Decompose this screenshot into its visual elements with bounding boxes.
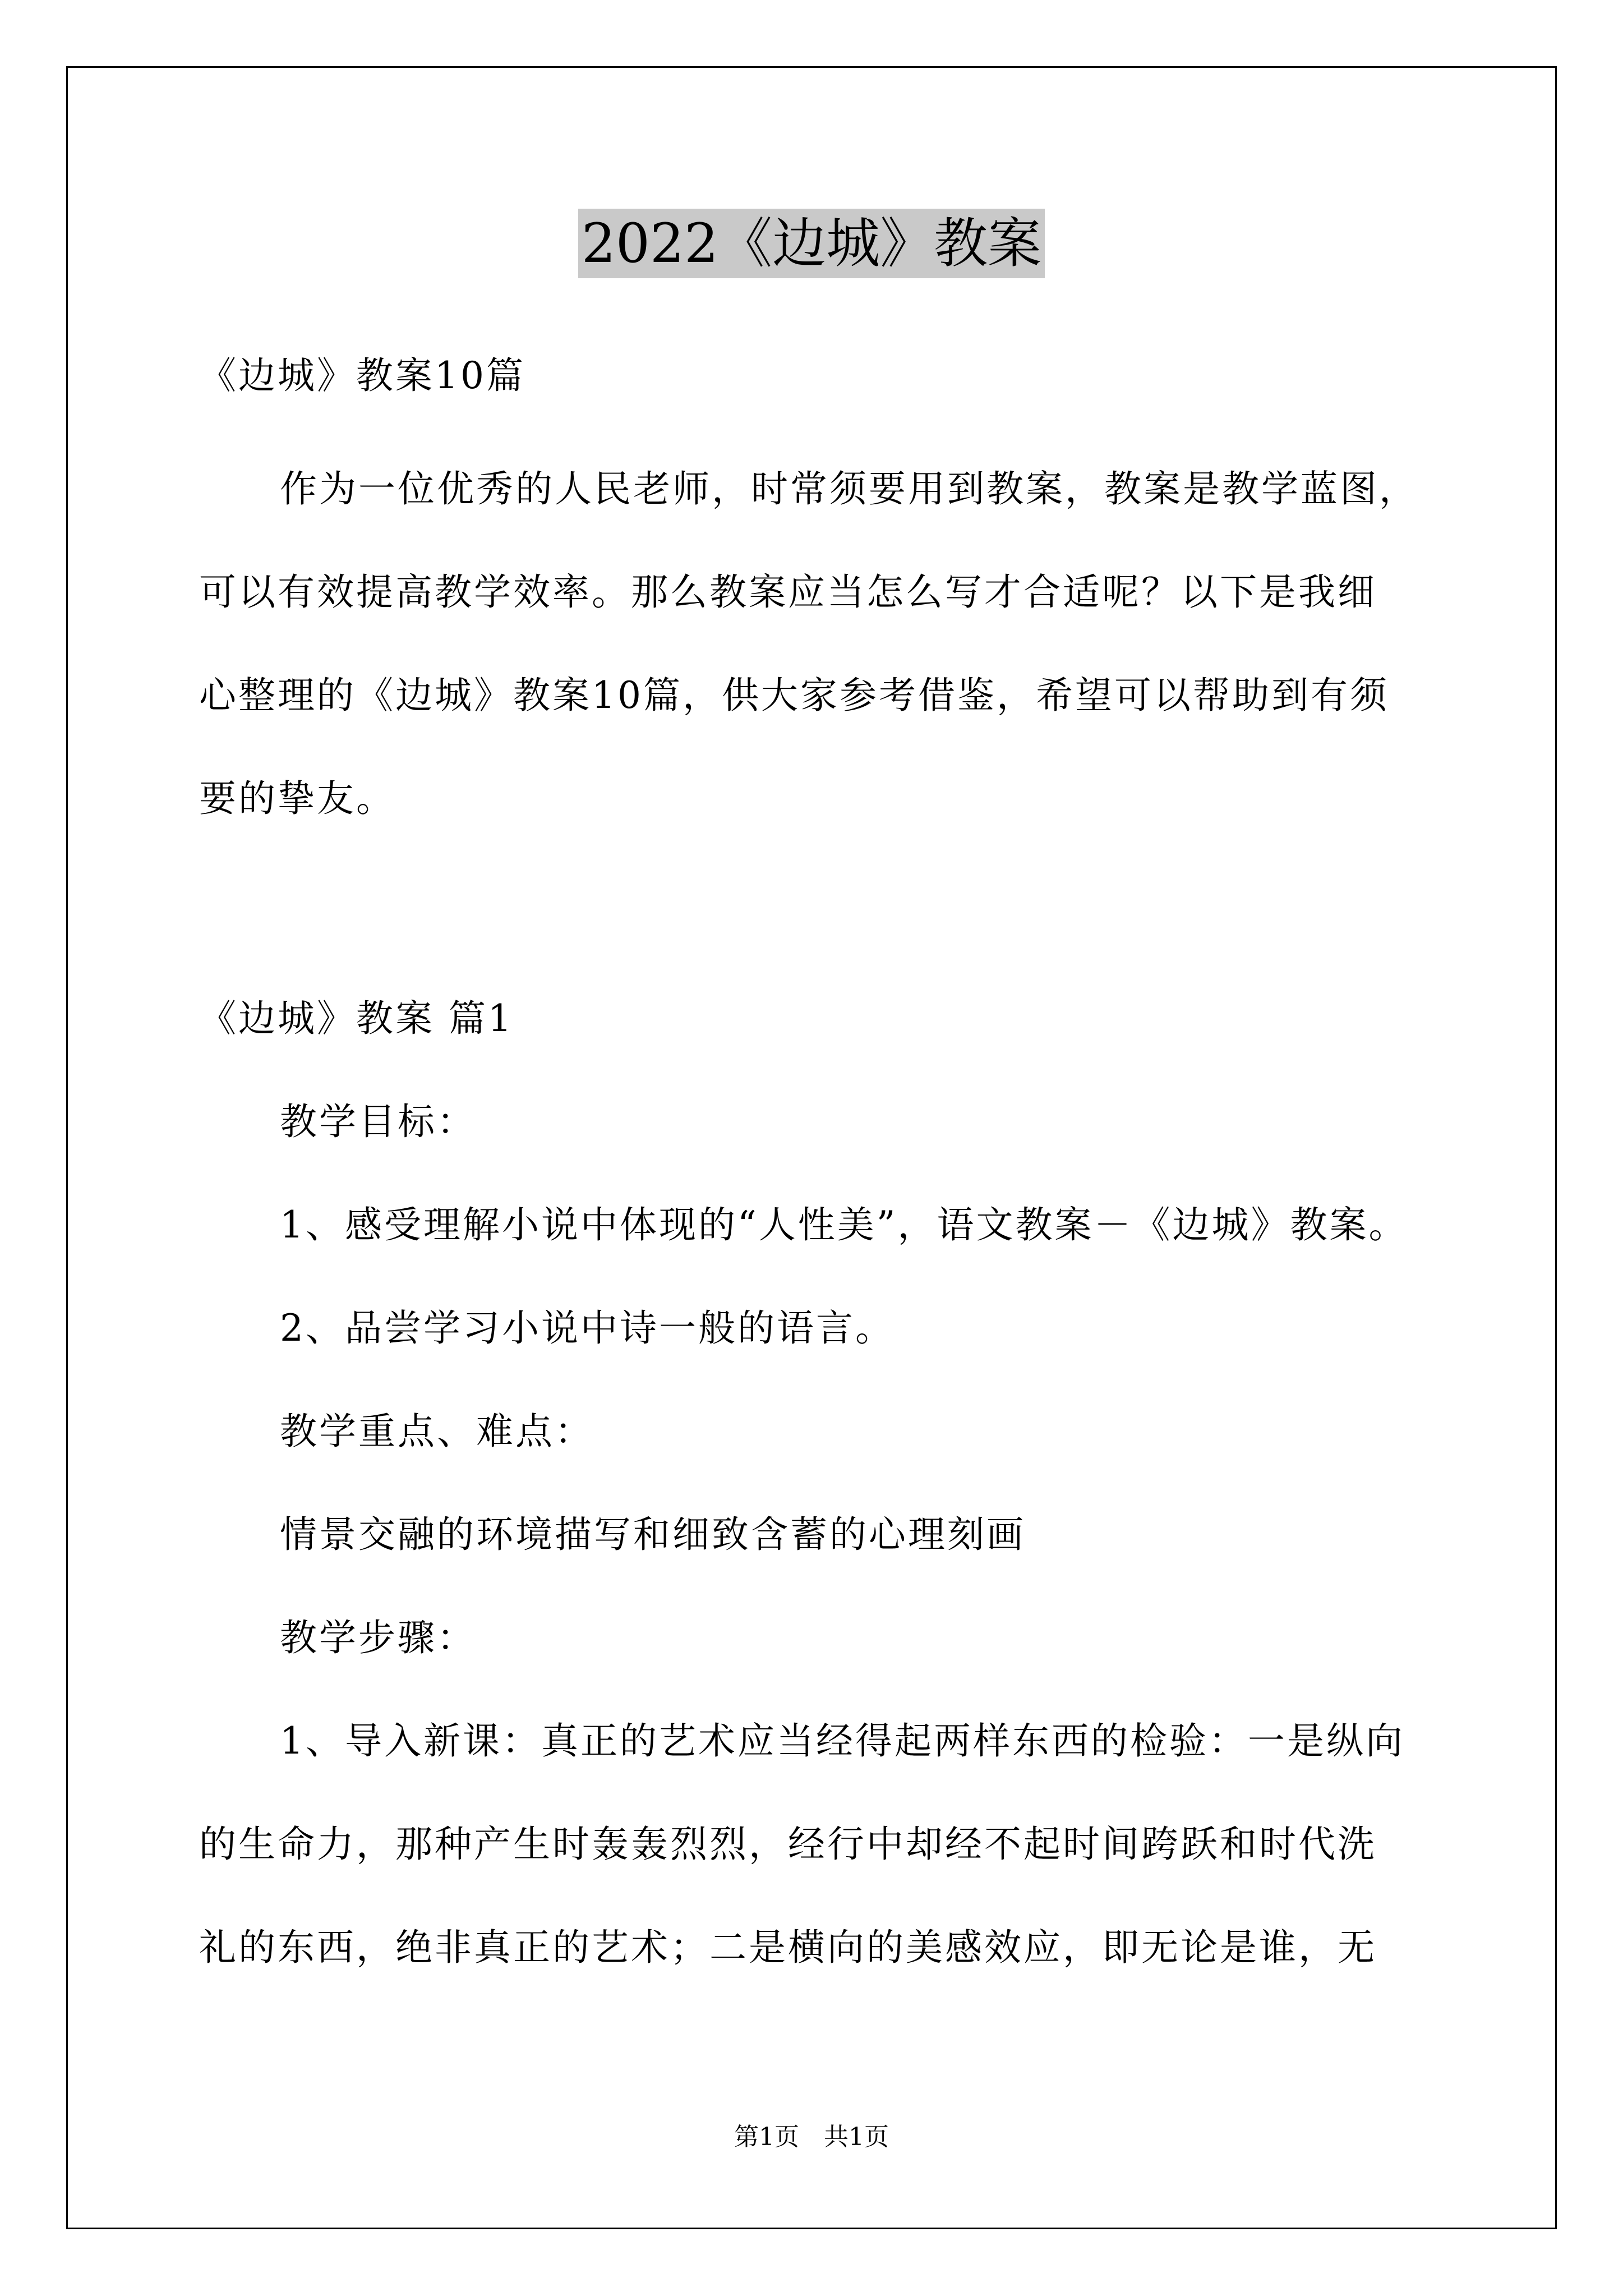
goal-item-1: 1、感受理解小说中体现的“人性美”，语文教案－《边城》教案。: [280, 1203, 1408, 1246]
page-footer: 第1页 共1页: [734, 2123, 889, 2151]
step-line-1: 1、导入新课：真正的艺术应当经得起两样东西的检验：一是纵向: [280, 1719, 1405, 1763]
teaching-goals-label: 教学目标：: [280, 1100, 476, 1143]
intro-line-2: 可以有效提高教学效率。那么教案应当怎么写才合适呢？以下是我细: [199, 570, 1377, 614]
title-container: [0, 209, 1623, 278]
section-heading: 《边城》教案 篇1: [199, 997, 514, 1040]
document-title: 2022《边城》教案: [578, 209, 1045, 278]
key-points-text: 情景交融的环境描写和细致含蓄的心理刻画: [280, 1513, 1026, 1556]
step-line-3: 礼的东西，绝非真正的艺术；二是横向的美感效应，即无论是谁，无: [199, 1926, 1377, 1969]
intro-line-1: 作为一位优秀的人民老师，时常须要用到教案，教案是教学蓝图，: [280, 467, 1418, 510]
goal-item-2: 2、品尝学习小说中诗一般的语言。: [280, 1306, 895, 1350]
key-points-label: 教学重点、难点：: [280, 1410, 594, 1453]
teaching-steps-label: 教学步骤：: [280, 1616, 476, 1659]
intro-line-3: 心整理的《边城》教案10篇，供大家参考借鉴，希望可以帮助到有须: [199, 674, 1389, 717]
document-subtitle: 《边城》教案10篇: [199, 354, 525, 397]
intro-line-4: 要的挚友。: [199, 777, 395, 820]
step-line-2: 的生命力，那种产生时轰轰烈烈，经行中却经不起时间跨跃和时代洗: [199, 1823, 1377, 1866]
